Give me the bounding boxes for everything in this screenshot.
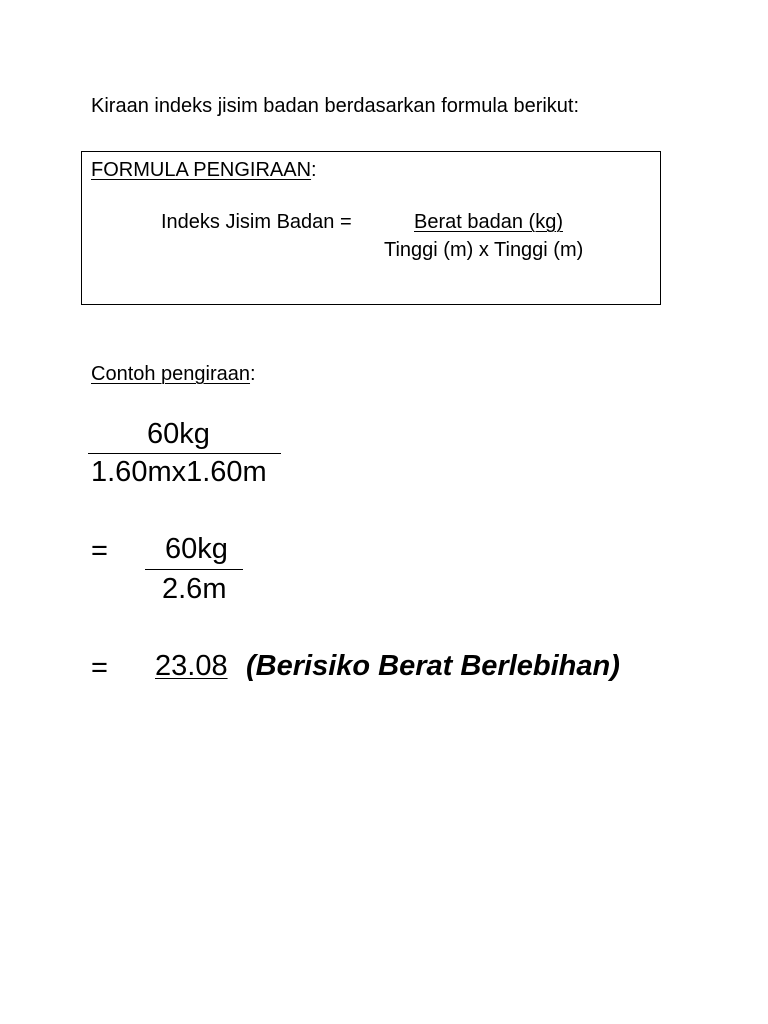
- example-heading-label: Contoh pengiraan: [91, 363, 251, 385]
- bmi-formula-numerator: Berat badan (kg): [414, 211, 563, 233]
- example-step2-denominator: 2.6m: [162, 573, 227, 605]
- example-step2-fraction-bar: [145, 569, 243, 570]
- formula-heading-label: FORMULA PENGIRAAN: [91, 159, 312, 181]
- example-step1-numerator: 60kg: [147, 418, 210, 450]
- example-heading: [91, 363, 256, 386]
- example-step1-fraction-bar: [88, 453, 281, 454]
- formula-heading: [91, 159, 317, 182]
- example-heading-colon: :: [250, 363, 256, 385]
- example-step1-denominator: 1.60mx1.60m: [91, 456, 267, 488]
- result-note: (Berisiko Berat Berlebihan): [246, 650, 620, 682]
- example-step2-equals: =: [91, 535, 108, 567]
- bmi-formula-denominator: Tinggi (m) x Tinggi (m): [384, 239, 584, 261]
- formula-heading-colon: :: [311, 159, 317, 181]
- result-value: 23.08: [155, 650, 228, 682]
- example-step2-numerator: 60kg: [165, 533, 228, 565]
- bmi-formula-label: Indeks Jisim Badan =: [161, 211, 352, 233]
- result-equals: =: [91, 652, 108, 684]
- intro-text: Kiraan indeks jisim badan berdasarkan formula berikut:: [91, 95, 580, 117]
